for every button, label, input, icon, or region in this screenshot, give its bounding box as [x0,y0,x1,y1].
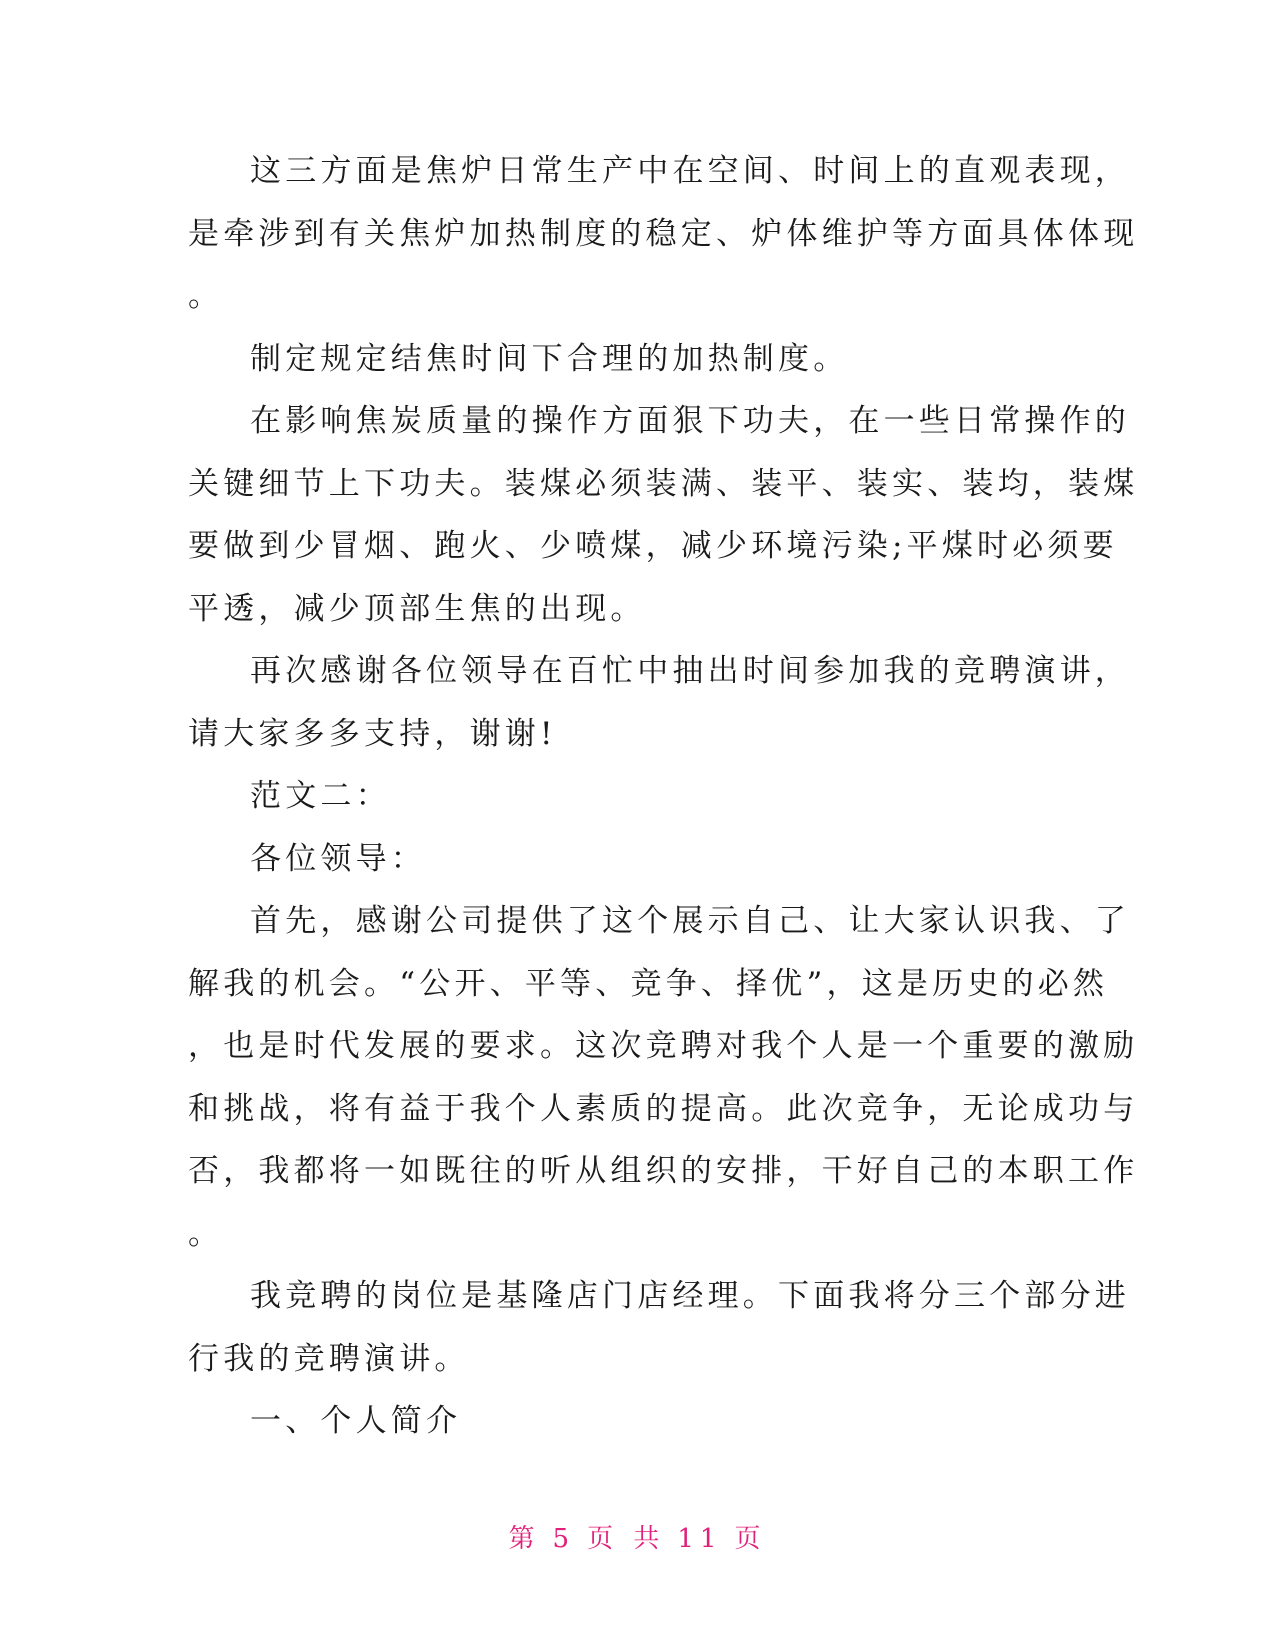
text-line: 。 [188,278,224,314]
paragraph [188,1265,1130,1390]
salutation [188,828,1088,891]
text-line: 在影响焦炭质量的操作方面狠下功夫，在一些日常操作的 [250,403,1130,439]
text-line: 。 [188,1215,224,1252]
text-line: 再次感谢各位领导在百忙中抽出时间参加我的竞聘演讲， [250,653,1130,689]
text-line: 是牵涉到有关焦炉加热制度的稳定、炉体维护等方面具体体现 [188,215,1139,252]
page-number-footer [0,1518,1275,1555]
text-line: 解我的机会。“公开、平等、竞争、择优”，这是历史的必然 [188,965,1109,1002]
footer-current-page: 5 [552,1524,576,1554]
text-line: 一、个人简介 [250,1403,462,1439]
paragraph [188,390,1139,640]
paragraph [188,140,1139,328]
text-line: ，也是时代发展的要求。这次竞聘对我个人是一个重要的激励 [188,1028,1139,1064]
text-line: 请大家多多支持，谢谢! [188,715,557,752]
paragraph [188,328,1088,391]
footer-middle: 页 共 [587,1524,666,1554]
text-line: 首先，感谢公司提供了这个展示自己、让大家认识我、了 [250,903,1130,939]
text-line: 这三方面是焦炉日常生产中在空间、时间上的直观表现， [250,153,1130,189]
text-line: 关键细节上下功夫。装煤必须装满、装平、装实、装均，装煤 [188,465,1139,502]
paragraph [188,890,1139,1265]
footer-suffix: 页 [734,1524,767,1554]
text-line: 各位领导： [250,840,426,877]
text-line: 要做到少冒烟、跑火、少喷煤，减少环境污染;平煤时必须要 [188,528,1118,564]
footer-total-pages: 11 [677,1524,723,1554]
section-heading [188,1390,1088,1453]
text-line: 平透，减少顶部生焦的出现。 [188,590,646,627]
text-line: 制定规定结焦时间下合理的加热制度。 [250,340,849,377]
text-line: 行我的竞聘演讲。 [188,1340,470,1377]
footer-prefix: 第 [508,1524,541,1554]
text-line: 否，我都将一如既往的听从组织的安排，干好自己的本职工作 [188,1153,1139,1189]
section-heading [188,765,1088,828]
paragraph [188,640,1130,765]
text-line: 我竞聘的岗位是基隆店门店经理。下面我将分三个部分进 [250,1278,1130,1314]
text-line: 和挑战，将有益于我个人素质的提高。此次竞争，无论成功与 [188,1090,1139,1127]
text-line: 范文二： [250,778,391,814]
document-body [188,140,1139,1453]
